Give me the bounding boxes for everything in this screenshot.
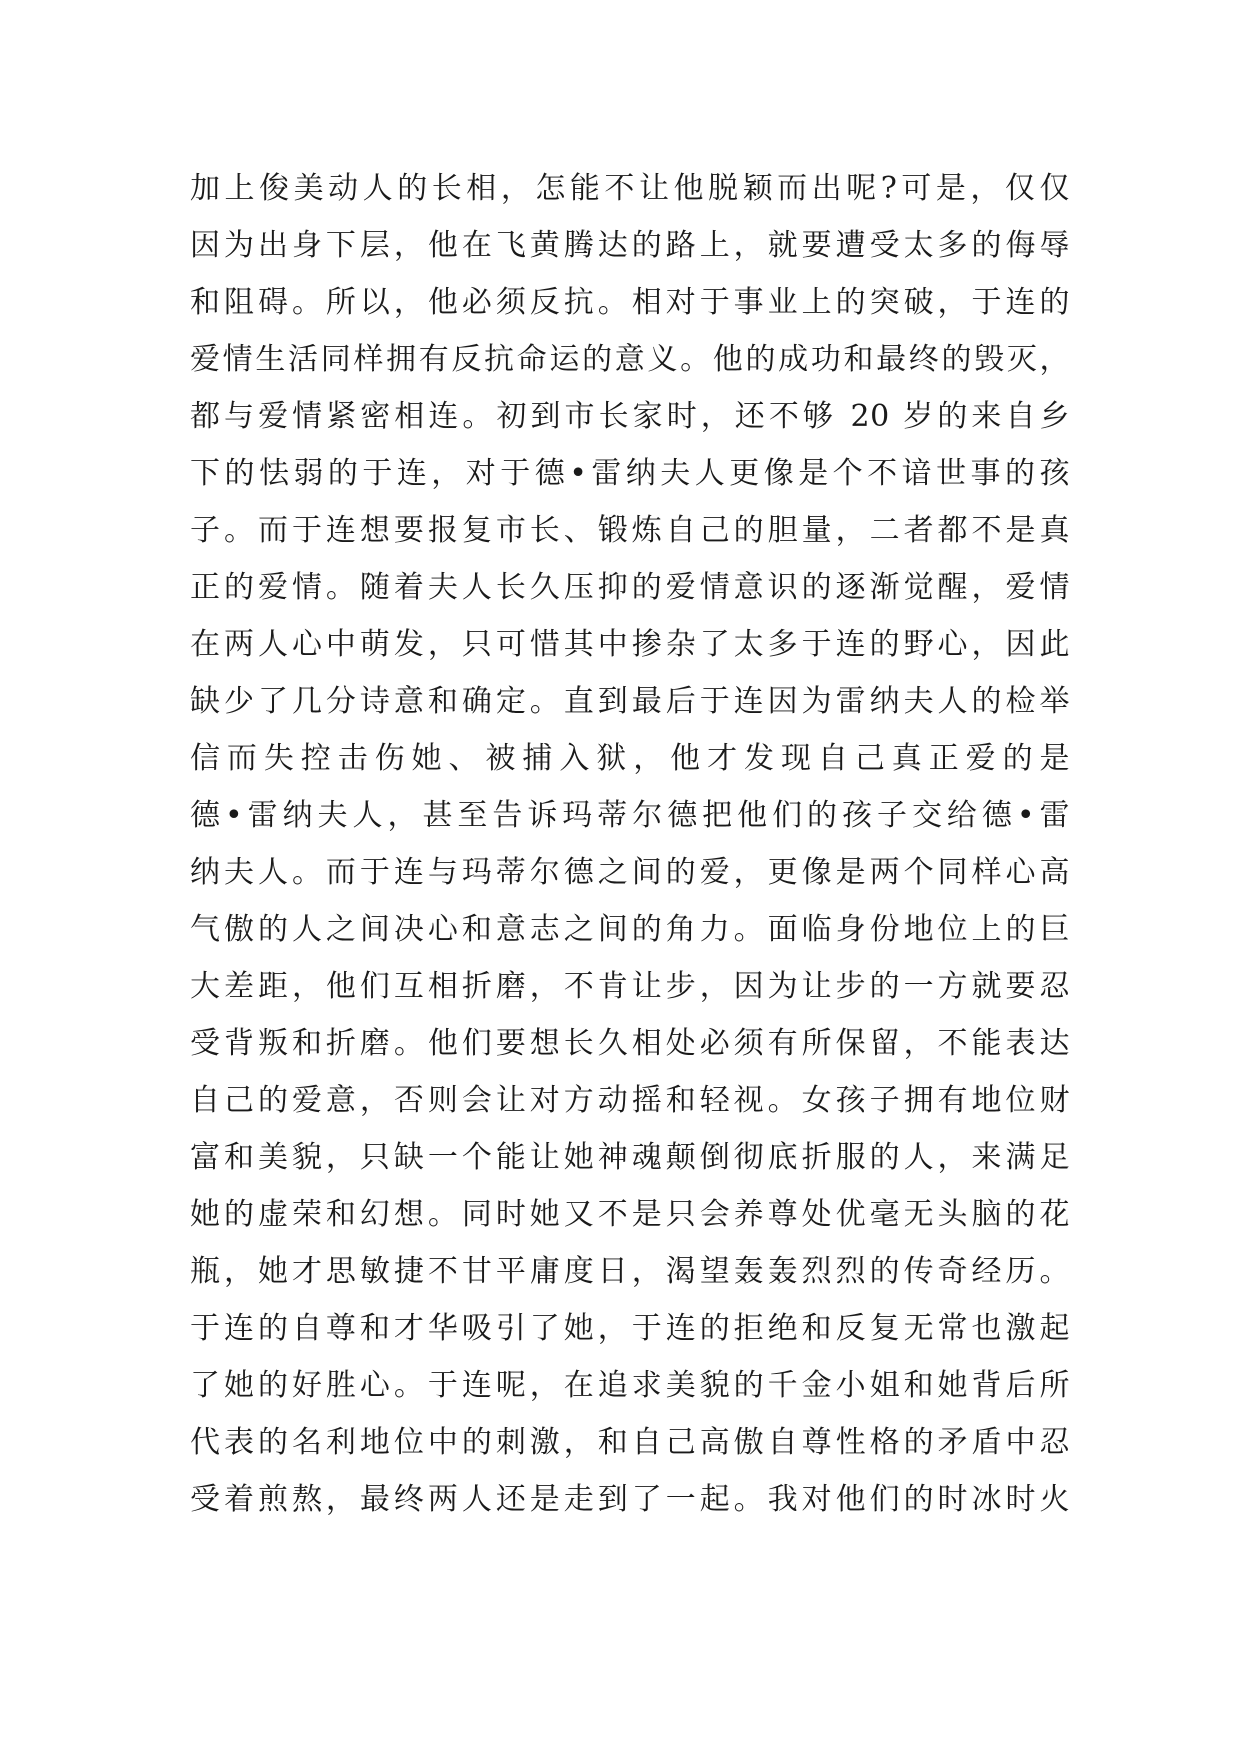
text-line: 在两人心中萌发，只可惜其中掺杂了太多于连的野心，因此 bbox=[190, 627, 1070, 662]
text-line: 受着煎熬，最终两人还是走到了一起。我对他们的时冰时火 bbox=[190, 1482, 1070, 1517]
text-line: 她的虚荣和幻想。同时她又不是只会养尊处优毫无头脑的花 bbox=[190, 1197, 1070, 1232]
text-line: 和阻碍。所以，他必须反抗。相对于事业上的突破，于连的 bbox=[190, 285, 1070, 320]
text-line: 气傲的人之间决心和意志之间的角力。面临身份地位上的巨 bbox=[190, 912, 1070, 947]
text-line: 因为出身下层，他在飞黄腾达的路上，就要遭受太多的侮辱 bbox=[190, 228, 1070, 263]
text-line: 纳夫人。而于连与玛蒂尔德之间的爱，更像是两个同样心高 bbox=[190, 855, 1070, 890]
text-line: 了她的好胜心。于连呢，在追求美貌的千金小姐和她背后所 bbox=[190, 1368, 1070, 1403]
text-line: 瓶，她才思敏捷不甘平庸度日，渴望轰轰烈烈的传奇经历。 bbox=[190, 1254, 1070, 1289]
text-line: 缺少了几分诗意和确定。直到最后于连因为雷纳夫人的检举 bbox=[190, 684, 1070, 719]
text-line: 自己的爱意，否则会让对方动摇和轻视。女孩子拥有地位财 bbox=[190, 1083, 1070, 1118]
text-line: 信而失控击伤她、被捕入狱，他才发现自己真正爱的是 bbox=[190, 741, 1070, 776]
text-line: 爱情生活同样拥有反抗命运的意义。他的成功和最终的毁灭， bbox=[190, 342, 1070, 377]
text-line: 德•雷纳夫人，甚至告诉玛蒂尔德把他们的孩子交给德•雷 bbox=[190, 798, 1070, 833]
text-line: 于连的自尊和才华吸引了她，于连的拒绝和反复无常也激起 bbox=[190, 1311, 1070, 1346]
text-line: 都与爱情紧密相连。初到市长家时，还不够 20 岁的来自乡 bbox=[190, 399, 1070, 434]
body-text bbox=[190, 160, 1070, 1528]
text-line: 受背叛和折磨。他们要想长久相处必须有所保留，不能表达 bbox=[190, 1026, 1070, 1061]
text-line: 子。而于连想要报复市长、锻炼自己的胆量，二者都不是真 bbox=[190, 513, 1070, 548]
text-line: 正的爱情。随着夫人长久压抑的爱情意识的逐渐觉醒，爱情 bbox=[190, 570, 1070, 605]
text-line: 代表的名利地位中的刺激，和自己高傲自尊性格的矛盾中忍 bbox=[190, 1425, 1070, 1460]
text-line: 下的怯弱的于连，对于德•雷纳夫人更像是个不谙世事的孩 bbox=[190, 456, 1070, 491]
text-line: 加上俊美动人的长相，怎能不让他脱颖而出呢?可是，仅仅 bbox=[190, 171, 1070, 206]
text-line: 富和美貌，只缺一个能让她神魂颠倒彻底折服的人，来满足 bbox=[190, 1140, 1070, 1175]
text-line: 大差距，他们互相折磨，不肯让步，因为让步的一方就要忍 bbox=[190, 969, 1070, 1004]
